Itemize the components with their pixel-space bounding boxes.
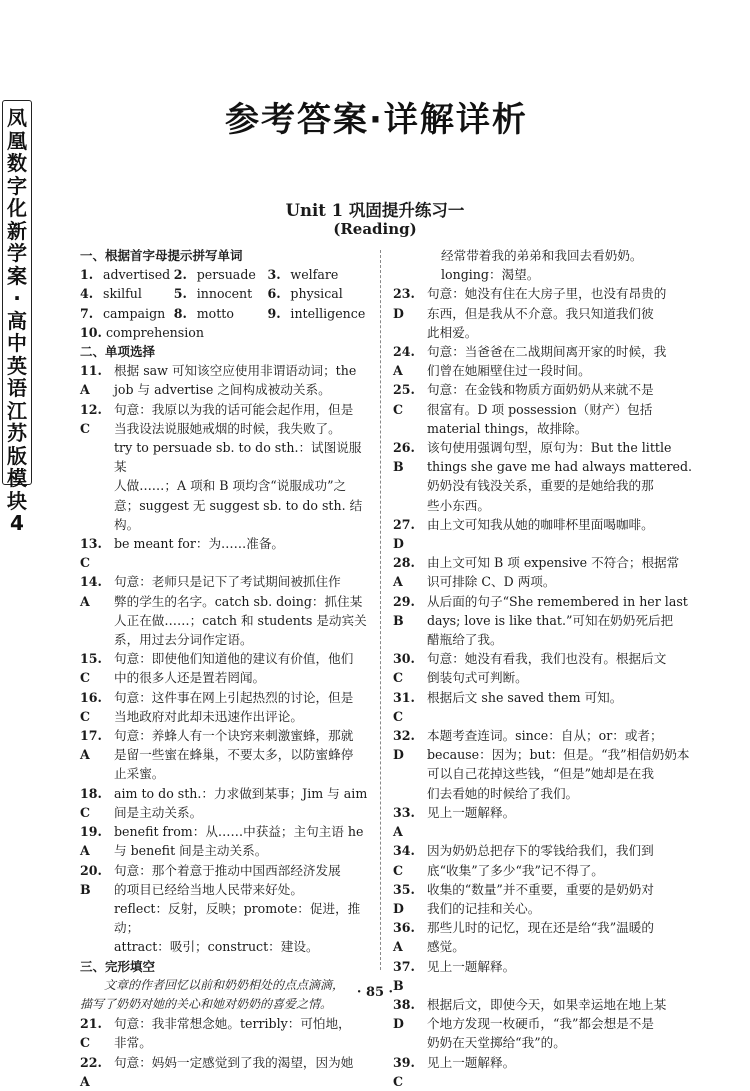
answer-item [393,553,708,591]
answer-number: 31. C [393,689,415,724]
explanation-line: 非常。 [114,1035,152,1051]
answer-item [80,726,370,784]
continued-line: longing：渴望。 [441,267,540,283]
explanation-line: 句意：在金钱和物质方面奶奶从来就不是 [427,382,654,398]
sidebar-char: 化 [7,196,27,220]
answer-item [393,342,708,380]
answer-item [80,534,370,572]
word-number: 5. [173,286,187,302]
word-answer: campaign [102,305,166,321]
explanation-line: attract：吸引；construct：建设。 [114,939,319,955]
answer-number: 27. D [393,516,415,552]
choice-answers [80,361,370,956]
explanation-line: 当我设法说服她戒烟的时候，我失败了。 [114,420,341,436]
explanation-line: 由上文可知我从她的咖啡杯里面喝咖啡。 [427,516,654,532]
sidebar-char: 语 [7,376,27,400]
word-answer: skilful [102,286,142,302]
answer-number: 14. A [80,574,102,609]
word-row [80,323,370,342]
word-number: 1. [80,267,94,283]
explanation-line: 个地方发现一枚硬币，“我”都会想是不是 [427,1016,654,1032]
explanation-line: 醋瓶给了我。 [427,632,503,648]
explanation-line: 句意：当爸爸在二战期间离开家的时候，我 [427,344,667,360]
explanation-line: 奶奶在天堂掷给“我”的。 [427,1035,566,1051]
word-row [80,265,370,284]
column-divider [380,250,381,970]
word-answer: motto [196,305,234,321]
explanation-line: 见上一题解释。 [427,1054,516,1070]
explanation-line: 见上一题解释。 [427,958,516,974]
explanation-line: 句意：她没有住在大房子里，也没有昂贵的 [427,286,667,302]
right-column [393,246,708,1091]
answer-number: 32. D [393,728,415,763]
word-number: 4. [80,286,94,302]
answer-explanation [427,918,708,956]
answer-explanation [427,592,708,650]
answer-number: 35. D [393,881,415,916]
answer-number: 11. A [80,363,102,398]
answer-number: 21. C [80,1016,102,1051]
answer-item [80,688,370,726]
answer-number: 18. C [80,785,102,820]
section-heading-spelling: 一、根据首字母提示拼写单词 [80,248,243,263]
answer-explanation [114,726,370,784]
section-heading-choice: 二、单项选择 [80,344,156,360]
explanation-line: 感觉。 [427,939,465,955]
unit-subtitle: (Reading) [333,220,417,238]
explanation-line: material things，故排除。 [427,420,588,436]
explanation-line: 该句使用强调句型，原句为：But the little [427,440,672,456]
explanation-line: 由上文可知 B 项 expensive 不符合；根据常 [427,555,680,571]
answer-item [80,861,370,957]
explanation-line: 根据 saw 可知该空应使用非谓语动词；the [114,363,357,379]
explanation-line: 止采蜜。 [114,766,165,782]
answer-explanation [114,822,370,860]
answer-explanation [114,688,370,726]
sidebar-char: 凤 [7,106,27,130]
explanation-line: 们曾在她厢壁住过一段时间。 [427,363,591,379]
explanation-line: 本题考查连词。since：自从；or：或者； [427,728,663,744]
cloze-answers-left [80,1014,370,1091]
sidebar-char: 江 [7,398,27,423]
explanation-line: 是留一些蜜在蜂巢，不要太多，以防蜜蜂停 [114,747,354,763]
explanation-line: 从后面的句子“She remembered in her last [427,593,688,609]
word-number: 6. [267,286,281,302]
answer-number: 39. C [393,1054,415,1089]
explanation-line: 见上一题解释。 [427,804,516,820]
word-row [80,284,370,303]
answer-item [393,438,708,515]
sidebar-char: 新 [7,218,27,243]
explanation-line: 底“收集”了多少“我”记不得了。 [427,862,604,878]
word-number: 2. [173,267,187,283]
answer-number: 20. B [80,862,102,897]
explanation-line: 很富有。D 项 possession（财产）包括 [427,401,653,417]
explanation-line: 句意：即使他们知道他的建议有价值，他们 [114,651,354,667]
answer-number: 13. C [80,536,102,571]
word-answer: intelligence [290,305,366,321]
explanation-line: 根据后文，即使今天，如果幸运地在地上某 [427,996,667,1012]
answer-number: 38. D [393,996,415,1032]
explanation-line: 句意：她没有看我，我们也没有。根据后文 [427,651,667,667]
answer-item [80,572,370,649]
sidebar-char: 版 [7,443,27,468]
answer-number: 34. C [393,843,415,878]
word-number: 3. [267,267,281,283]
answer-number: 37. B [393,958,415,993]
explanation-line: 句意：这件事在网上引起热烈的讨论，但是 [114,689,354,705]
explanation-line: 东西，但是我从不介意。我只知道我们彼 [427,305,654,321]
explanation-line: 当地政府对此却未迅速作出评论。 [114,708,303,724]
answer-item [80,400,370,534]
answer-number: 17. A [80,728,102,763]
answer-explanation [427,553,708,591]
answer-number: 36. A [393,920,415,955]
answer-explanation [114,361,370,399]
explanation-line: benefit from：从……中获益；主句主语 he [114,824,364,840]
word-answer: advertised [102,267,171,283]
sidebar-char: · [13,286,21,310]
answer-number: 33. A [393,804,415,840]
answer-explanation [427,284,708,342]
answer-explanation [114,572,370,649]
sidebar-char: 数 [7,151,27,175]
answer-explanation [114,861,370,957]
explanation-line: things she gave me had always mattered. [427,459,693,475]
word-answer: persuade [196,267,256,283]
cloze-intro-line: 描写了奶奶对她的关心和她对奶奶的喜爱之情。 [80,996,333,1011]
answer-explanation [114,534,370,572]
explanation-line: days; love is like that.”可知在奶奶死后把 [427,612,674,628]
answer-explanation [427,1053,708,1091]
answer-item [80,361,370,399]
word-number: 8. [173,305,187,321]
answer-explanation [427,380,708,438]
explanation-line: 句意：我原以为我的话可能会起作用，但是 [114,401,354,417]
word-number: 10. [80,324,102,340]
explanation-line: 系，用过去分词作定语。 [114,632,253,648]
answer-item [80,1014,370,1052]
answer-number: 29. B [393,593,415,628]
explanation-line: 句意：妈妈一定感觉到了我的渴望，因为她 [114,1054,354,1070]
explanation-line: be meant for：为……准备。 [114,536,285,552]
answer-item [393,515,708,553]
answer-item [393,918,708,956]
answer-explanation [114,400,370,534]
word-answer: welfare [290,267,339,283]
answer-explanation [427,841,708,879]
answer-explanation [427,342,708,380]
answer-number: 22. A [80,1054,102,1089]
answer-item [393,726,708,803]
page-title: 参考答案·详解详析 [225,100,528,140]
sidebar-char: 模 [7,466,27,490]
word-answer: innocent [196,286,253,302]
left-column [80,246,370,1091]
continued-line: 经常带着我的弟弟和我回去看奶奶。 [441,248,643,263]
answer-number: 23. D [393,286,415,321]
answer-item [393,803,708,841]
sidebar-char: 案 [7,263,27,288]
explanation-line: 们去看她的时候给了我们。 [427,785,579,801]
explanation-line: try to persuade sb. to do sth.：试图说服某 [114,440,362,475]
explanation-line: reflect：反射，反映；promote：促进，推动； [114,900,361,936]
sidebar-char: 英 [7,353,27,378]
answer-item [393,284,708,342]
unit-title: Unit 1 巩固提升练习一 [285,201,465,220]
answer-explanation [427,515,708,553]
answer-item [80,649,370,687]
explanation-line: 句意：老师只是记下了考试期间被抓住作 [114,574,341,590]
answer-item [80,784,370,822]
explanation-line: because：因为；but：但是。“我”相信奶奶本 [427,747,690,763]
answer-number: 30. C [393,651,415,686]
answer-number: 26. B [393,440,415,475]
answer-item [393,841,708,879]
answer-explanation [427,649,708,687]
answer-item [393,649,708,687]
explanation-line: 意；suggest 无 suggest sb. to do sth. 结构。 [114,497,363,532]
answer-explanation [114,784,370,822]
explanation-line: 可以自己花掉这些钱，“但是”她却是在我 [427,766,654,782]
cloze-answers-right [393,284,708,1091]
sidebar-char: 凰 [7,128,27,153]
word-number: 7. [80,305,94,321]
answer-item [393,688,708,726]
answer-number: 28. A [393,555,415,590]
sidebar-char: 块 [7,488,27,513]
answer-item [393,1053,708,1091]
answer-number: 25. C [393,382,415,417]
explanation-line: 些小东西。 [427,497,490,513]
explanation-line: 我们的记挂和关心。 [427,900,541,916]
sidebar-char: 4 [10,511,24,535]
answer-item [80,1053,370,1091]
explanation-line: 间是主动关系。 [114,804,203,820]
sidebar-book-title [2,100,32,535]
answer-item [393,995,708,1053]
word-number: 9. [267,305,281,321]
answer-number: 12. C [80,401,102,436]
page-number: · 85 · [356,985,394,1000]
answer-item [393,880,708,918]
section-heading-cloze: 三、完形填空 [80,958,156,974]
explanation-line: 根据后文 she saved them 可知。 [427,689,623,705]
explanation-line: 的项目已经给当地人民带来好处。 [114,881,303,897]
explanation-line: 句意：我非常想念她。terribly：可怕地， [114,1016,351,1032]
answer-item [393,592,708,650]
answer-number: 15. C [80,651,102,686]
answer-explanation [427,726,708,803]
answer-explanation [427,803,708,841]
answer-number: 19. A [80,824,102,859]
explanation-line: 弊的学生的名字。catch sb. doing：抓住某 [114,593,363,609]
explanation-line: 句意：养蜂人有一个诀窍来刺激蜜蜂，那就 [114,728,354,744]
answer-explanation [114,1053,370,1091]
answer-explanation [114,649,370,687]
sidebar-char: 字 [7,173,27,198]
sidebar-char: 高 [7,308,27,333]
sidebar-char: 苏 [7,421,27,445]
explanation-line: 倒装句式可判断。 [427,670,528,686]
explanation-line: 那些儿时的记忆，现在还是给“我”温暖的 [427,920,654,936]
explanation-line: aim to do sth.：力求做到某事；Jim 与 aim [114,785,368,801]
answer-item [393,380,708,438]
explanation-line: job 与 advertise 之间构成被动关系。 [114,382,331,398]
answer-explanation [427,880,708,918]
answer-explanation [427,688,708,726]
word-row [80,304,370,323]
explanation-line: 奶奶没有钱没关系，重要的是她给我的那 [427,478,654,494]
answer-item [80,822,370,860]
explanation-line: 因为奶奶总把存下的零钱给我们，我们到 [427,843,654,859]
explanation-line: 此相爱。 [427,324,478,340]
spelling-answers [80,265,370,342]
explanation-line: 中的很多人还是置若罔闻。 [114,670,266,686]
explanation-line: 与 benefit 间是主动关系。 [114,843,268,859]
sidebar-char: 中 [7,331,27,355]
word-answer: comprehension [106,324,204,340]
answer-explanation [427,438,708,515]
explanation-line: 句意：那个着意于推动中国西部经济发展 [114,862,341,878]
answer-explanation [114,1014,370,1052]
explanation-line: 收集的“数量”并不重要，重要的是奶奶对 [427,881,654,897]
explanation-line: 识可排除 C、D 两项。 [427,574,556,590]
answer-number: 24. A [393,344,415,379]
cloze-intro-line: 文章的作者回忆以前和奶奶相处的点点滴滴， [104,977,345,992]
word-answer: physical [290,286,343,302]
sidebar-char: 学 [7,241,27,265]
answer-number: 16. C [80,689,102,724]
explanation-line: 人做……；A 项和 B 项均含“说服成功”之 [114,478,347,494]
explanation-line: 人正在做……；catch 和 students 是动宾关 [114,612,367,628]
answer-explanation [427,995,708,1053]
